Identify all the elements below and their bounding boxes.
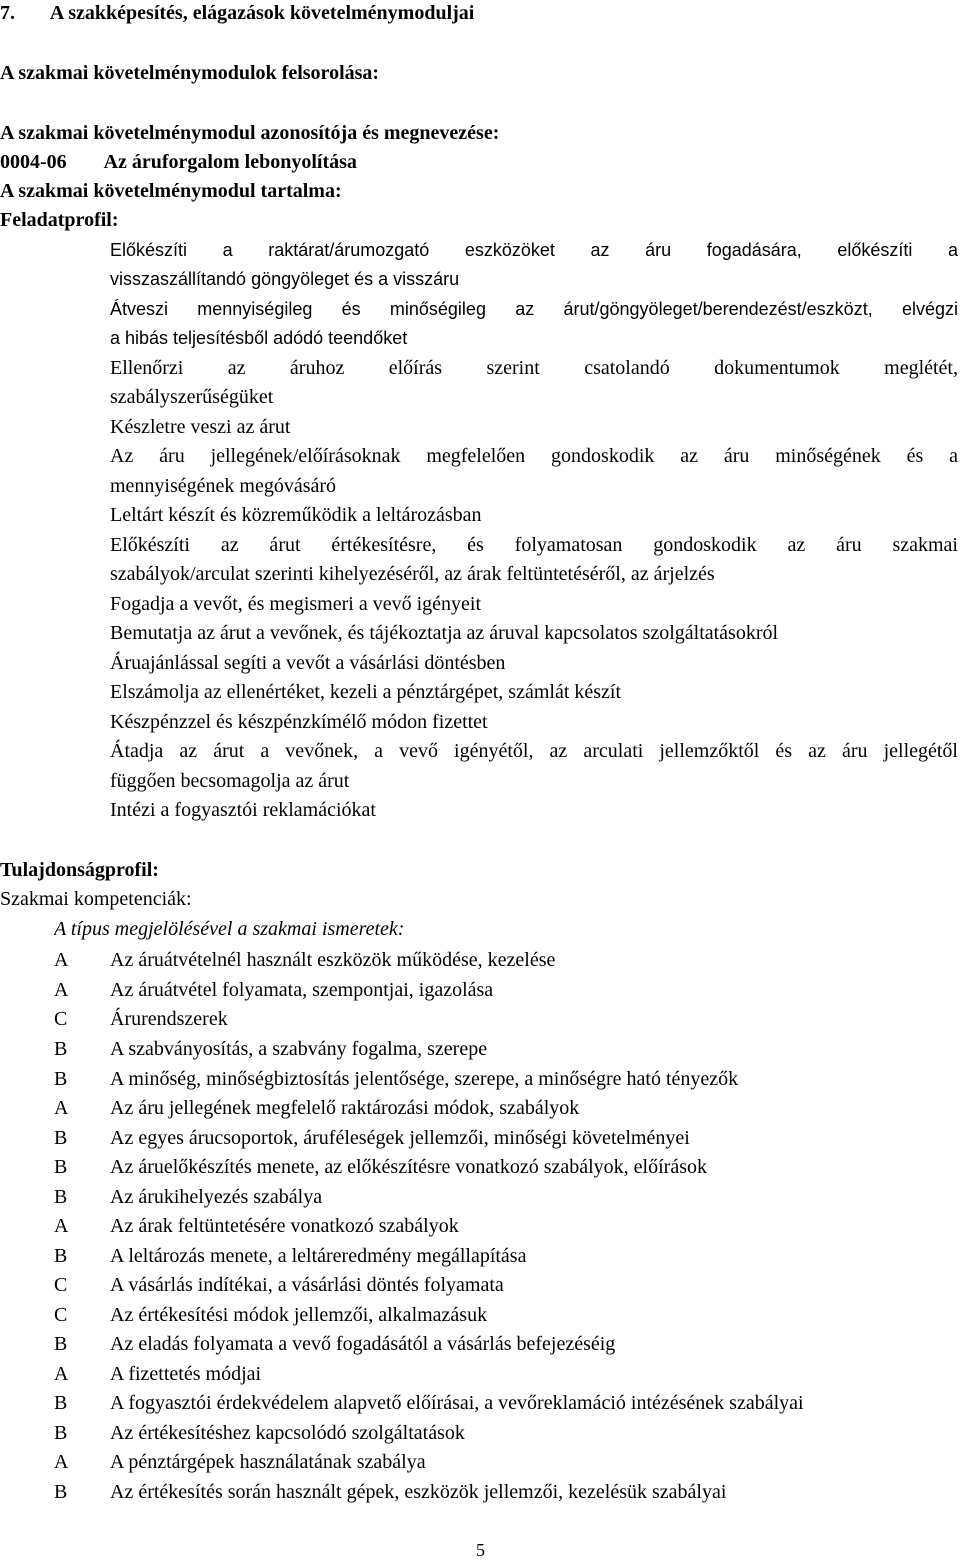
page-number: 5: [476, 1540, 485, 1560]
item-text: Az eladás folyamata a vevő fogadásától a vásárlás befejezéséig: [110, 1333, 616, 1355]
item-text: Az áruátvételnél használt eszközök működése, kezelése: [110, 949, 556, 971]
task-line: mennyiségének megóvásáró: [110, 475, 337, 497]
item-text: Az áru jellegének megfelelő raktározási módok, szabályok: [110, 1097, 580, 1119]
task-line: a hibás teljesítésből adódó teendőket: [110, 328, 408, 348]
grade-label: A: [54, 1097, 69, 1119]
grade-label: B: [54, 1068, 68, 1090]
task-line: Átadja az árut a vevőnek, a vevő igényétől, az arculati jellemzőktől és az áru jellegétől: [110, 740, 958, 762]
task-line: függően becsomagolja az árut: [110, 770, 350, 792]
item-text: A leltározás menete, a leltáreredmény megállapítása: [110, 1245, 527, 1267]
task-line: Előkészíti az árut értékesítésre, és folyamatosan gondoskodik az áru szakmai: [110, 534, 958, 556]
task-line: Ellenőrzi az áruhoz előírás szerint csatolandó dokumentumok meglétét,: [110, 357, 958, 379]
grade-label: C: [54, 1304, 68, 1326]
grade-label: B: [54, 1186, 68, 1208]
grade-label: B: [54, 1245, 68, 1267]
item-text: A pénztárgépek használatának szabálya: [110, 1451, 426, 1473]
grade-label: C: [54, 1008, 68, 1030]
item-text: Az értékesítési módok jellemzői, alkalmazásuk: [110, 1304, 488, 1326]
task-line: Bemutatja az árut a vevőnek, és tájékoztatja az áruval kapcsolatos szolgáltatásokról: [110, 622, 779, 644]
item-text: Az értékesítés során használt gépek, eszközök jellemzői, kezelésük szabályai: [110, 1481, 727, 1503]
module-content-title: A szakmai követelménymodul tartalma:: [0, 180, 342, 202]
item-text: Az értékesítéshez kapcsolódó szolgáltatások: [110, 1422, 465, 1444]
item-text: Az árak feltüntetésére vonatkozó szabályok: [110, 1215, 459, 1237]
competencies-title: Szakmai kompetenciák:: [0, 888, 192, 910]
item-text: Az áruelőkészítés menete, az előkészítésre vonatkozó szabályok, előírások: [110, 1156, 707, 1178]
property-profile-title: Tulajdonságprofil:: [0, 859, 159, 881]
task-line: szabályszerűségüket: [110, 386, 274, 408]
grade-label: A: [54, 979, 69, 1001]
grade-label: B: [54, 1038, 68, 1060]
grade-label: C: [54, 1274, 68, 1296]
task-line: Átveszi mennyiségileg és minőségileg az árut/göngyöleget/berendezést/eszközt, elvégzi: [110, 299, 958, 319]
task-line: Fogadja a vevőt, és megismeri a vevő igényeit: [110, 593, 482, 615]
item-text: A minőség, minőségbiztosítás jelentősége, szerepe, a minőségre ható tényezők: [110, 1068, 739, 1090]
module-list-title: A szakmai követelménymodulok felsorolása:: [0, 62, 380, 84]
item-text: A szabványosítás, a szabvány fogalma, szerepe: [110, 1038, 488, 1060]
item-text: Az egyes árucsoportok, áruféleségek jellemzői, minőségi követelményei: [110, 1127, 690, 1149]
grade-label: B: [54, 1156, 68, 1178]
task-line: Az áru jellegének/előírásoknak megfelelően gondoskodik az áru minőségének és a: [110, 445, 958, 467]
section-heading: [0, 0, 474, 26]
grade-label: B: [54, 1422, 68, 1444]
item-text: Árurendszerek: [110, 1008, 228, 1030]
task-line: Elszámolja az ellenértéket, kezeli a pénztárgépet, számlát készít: [110, 681, 622, 703]
grade-label: B: [54, 1392, 68, 1414]
task-line: Leltárt készít és közreműködik a leltározásban: [110, 504, 482, 526]
section-title: A szakképesítés, elágazások követelménymoduljai: [49, 2, 475, 24]
grade-label: A: [54, 1363, 69, 1385]
item-text: Az árukihelyezés szabálya: [110, 1186, 323, 1208]
grade-label: A: [54, 1215, 69, 1237]
item-text: A vásárlás indítékai, a vásárlási döntés folyamata: [110, 1274, 504, 1296]
grade-label: B: [54, 1333, 68, 1355]
module-name: Az áruforgalom lebonyolítása: [103, 151, 357, 173]
task-line: visszaszállítandó göngyöleget és a visszáru: [110, 269, 460, 289]
item-text: A fizettetés módjai: [110, 1363, 262, 1385]
item-text: A fogyasztói érdekvédelem alapvető előírásai, a vevőreklamáció intézésének szabályai: [110, 1392, 804, 1414]
task-line: Készletre veszi az árut: [110, 416, 291, 438]
knowledge-title: A típus megjelölésével a szakmai ismeretek:: [54, 918, 405, 940]
task-line: Készpénzzel és készpénzkímélő módon fizettet: [110, 711, 488, 733]
item-text: Az áruátvétel folyamata, szempontjai, igazolása: [110, 979, 494, 1001]
grade-label: B: [54, 1127, 68, 1149]
task-line: Áruajánlással segíti a vevőt a vásárlási döntésben: [110, 652, 506, 674]
grade-label: A: [54, 949, 69, 971]
grade-label: A: [54, 1451, 69, 1473]
module-code: 0004-06: [0, 151, 67, 173]
section-number: 7.: [0, 2, 15, 24]
module-id-title: A szakmai követelménymodul azonosítója és megnevezése:: [0, 122, 500, 144]
task-profile-title: Feladatprofil:: [0, 209, 119, 231]
module-entry: [0, 149, 416, 175]
grade-label: B: [54, 1481, 68, 1503]
task-line: Intézi a fogyasztói reklamációkat: [110, 799, 376, 821]
task-line: szabályok/arculat szerinti kihelyezéséről, az árak feltüntetéséről, az árjelzés: [110, 563, 715, 585]
task-line: Előkészíti a raktárat/árumozgató eszközöket az áru fogadására, előkészíti a: [110, 240, 958, 260]
